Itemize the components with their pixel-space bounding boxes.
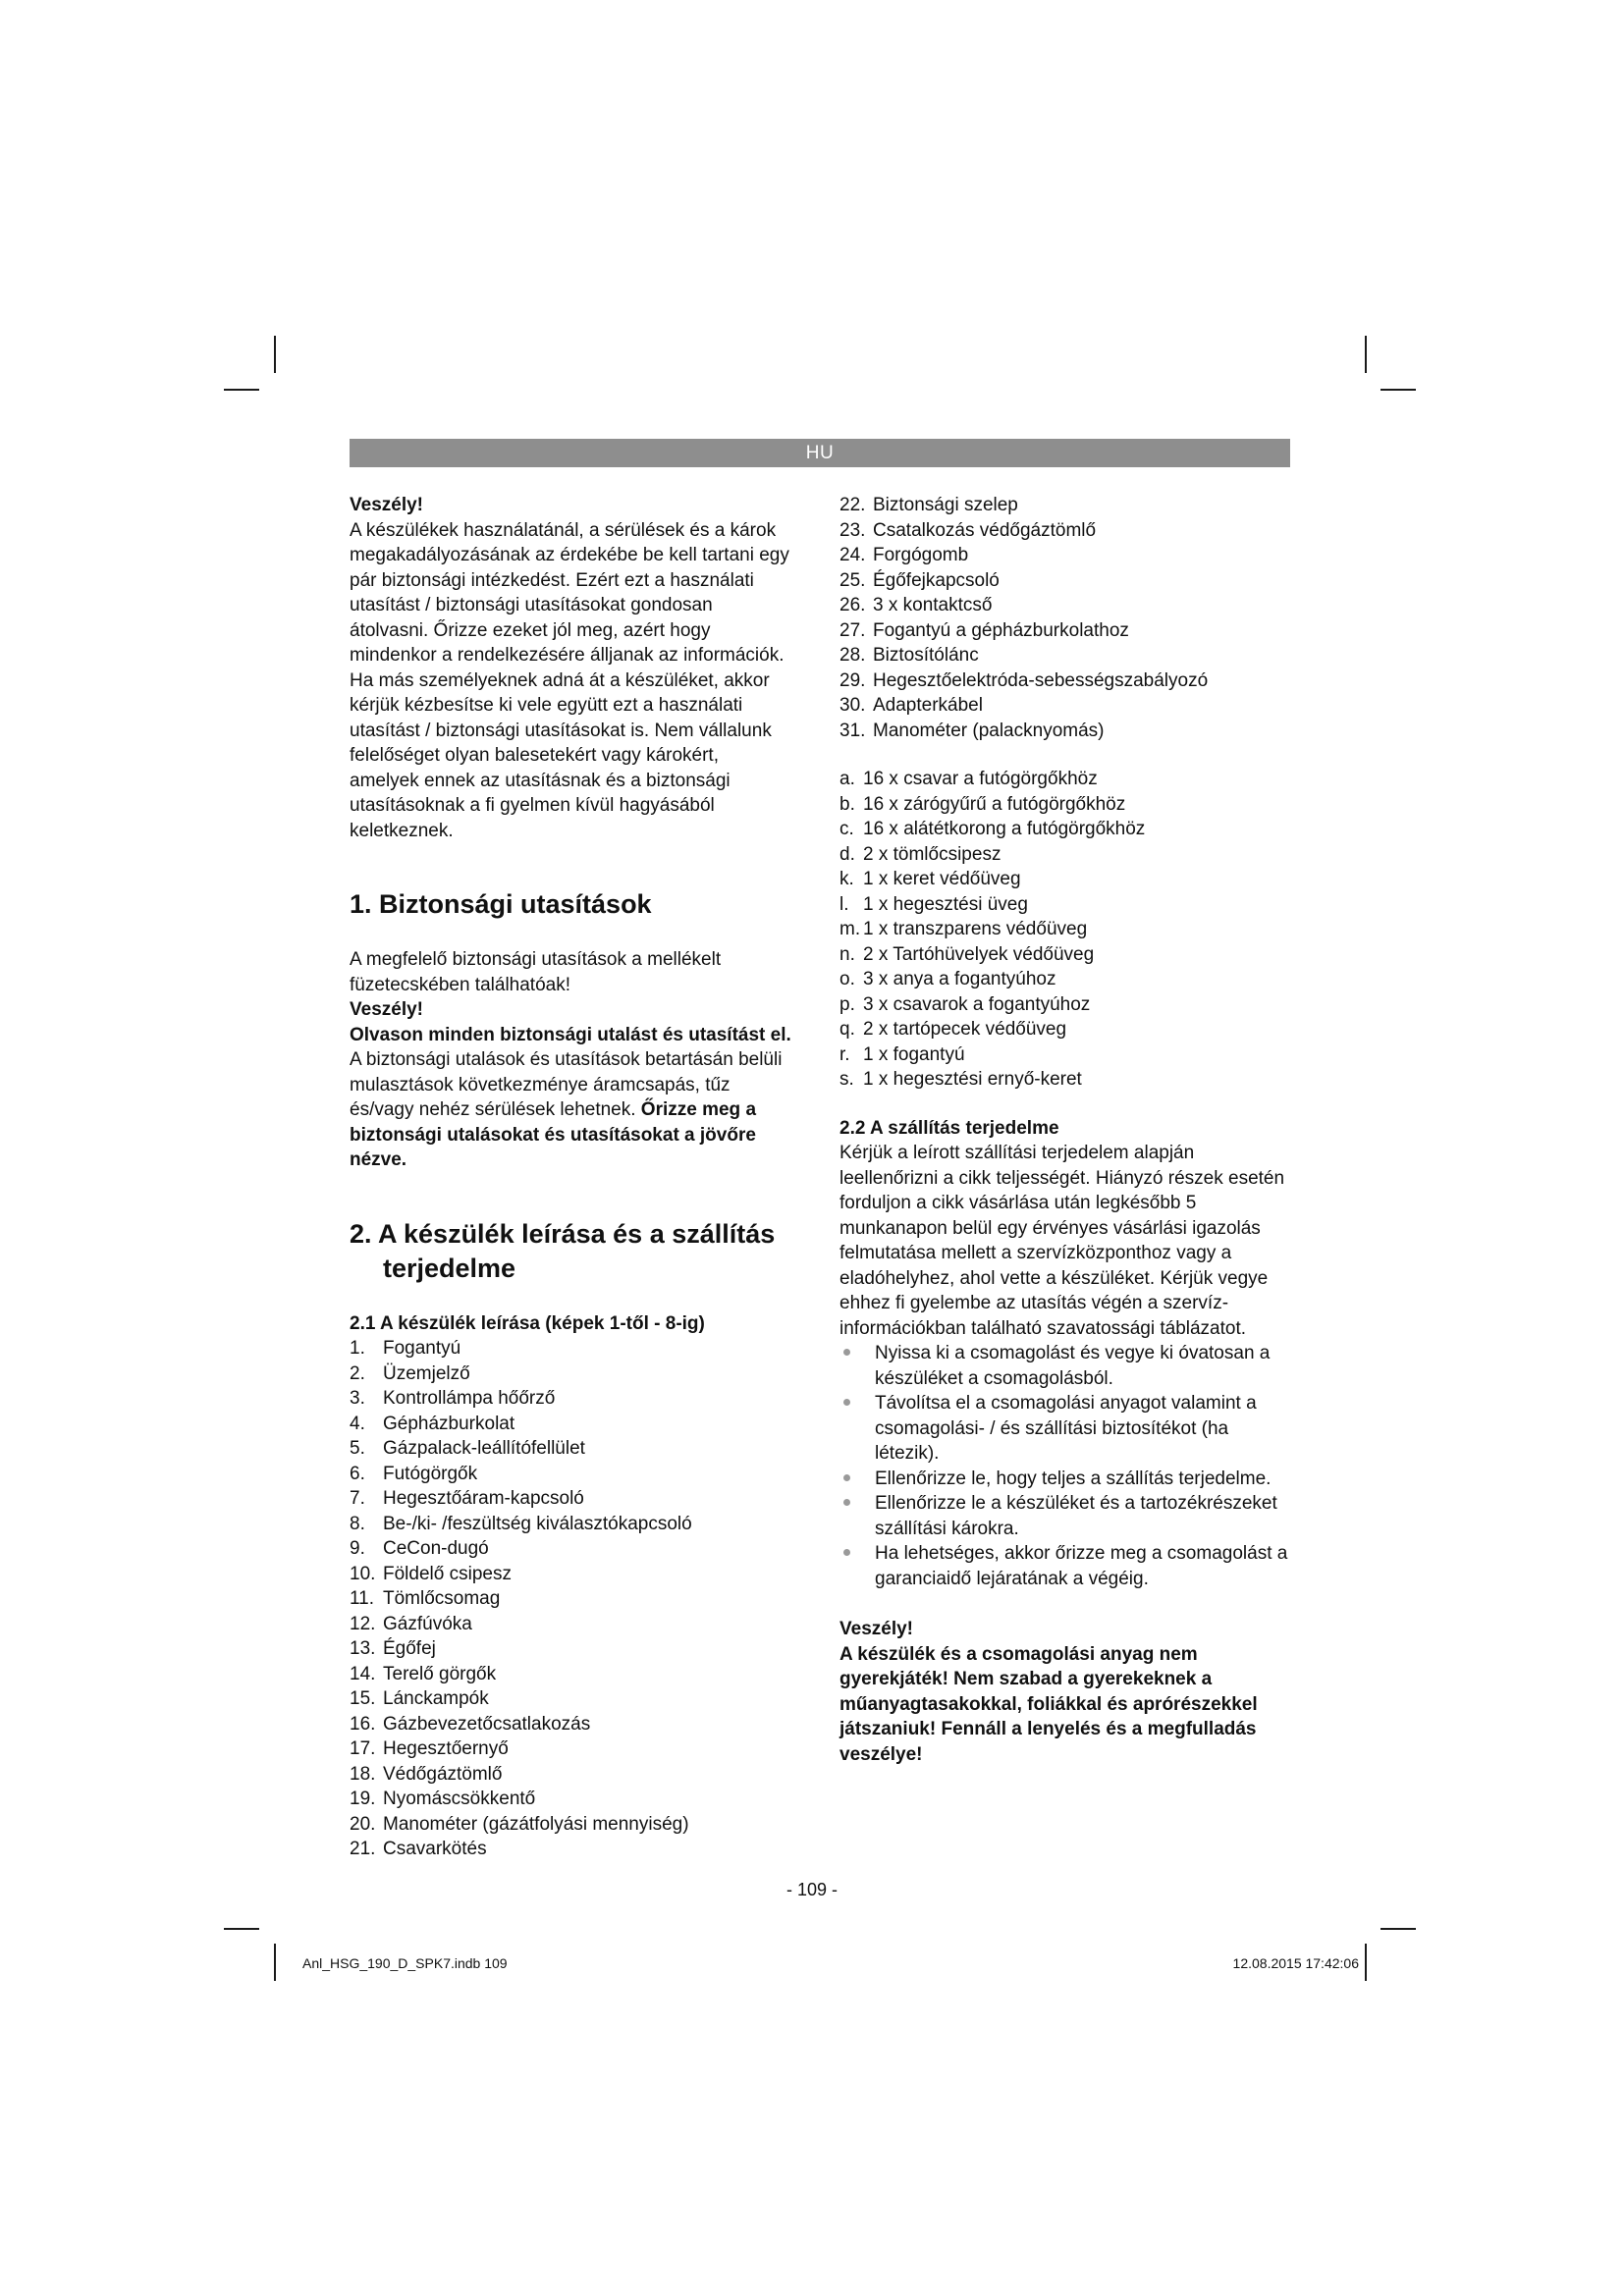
subsection-heading-description: 2.1 A készülék leírása (képek 1-től - 8-ig): [350, 1312, 705, 1334]
part-item-label: Tömlőcsomag: [383, 1588, 501, 1609]
accessory-item: [839, 867, 1291, 892]
delivery-text: Kérjük a leírott szállítási terjedelem alapján leellenőrizni a cikk teljességét. Hiányzó részek esetén forduljon a cikk vásárlása után legkésőbb 5 munkanapon belül egy érvényes vásárlási igazolás felmutatása mellett a szervízközponthoz vagy a eladóhelyhez, ahol vette a készüléket. Kérjük vegye ehhez fi gyelembe az utasítás végén a szervíz-információkban található szavatossági táblázatot.: [839, 1143, 1285, 1339]
part-item-number: 23.: [839, 519, 866, 541]
part-item-label: Biztonsági szelep: [873, 495, 1018, 515]
part-item-number: 16.: [350, 1713, 376, 1735]
accessory-item: [839, 767, 1291, 792]
part-item-number: 10.: [350, 1563, 376, 1584]
print-timestamp: 12.08.2015 17:42:06: [1232, 1955, 1359, 1971]
accessory-item-label: 16 x csavar a futógörgőkhöz: [863, 769, 1098, 789]
part-item-number: 29.: [839, 669, 866, 691]
part-item: [350, 1462, 793, 1487]
accessory-item-number: n.: [839, 943, 855, 965]
part-item: [839, 568, 1291, 594]
accessory-item-label: 1 x hegesztési ernyő-keret: [863, 1069, 1082, 1090]
accessories-list: [839, 767, 1291, 1093]
accessory-item-label: 3 x csavarok a fogantyúhoz: [863, 993, 1091, 1015]
part-item-label: Forgógomb: [873, 545, 969, 565]
part-item-label: Biztosítólánc: [873, 645, 979, 666]
warning-title: Veszély!: [350, 495, 423, 515]
part-item-number: 15.: [350, 1688, 376, 1709]
accessory-item-number: q.: [839, 1019, 855, 1040]
part-item: [839, 518, 1291, 544]
part-item: [839, 719, 1291, 744]
warning-title: Veszély!: [839, 1619, 913, 1639]
part-item: [350, 1612, 793, 1637]
accessory-item: [839, 992, 1291, 1018]
part-item: [350, 1512, 793, 1537]
part-item: [839, 593, 1291, 618]
checklist-item: Távolítsa el a csomagolási anyagot valamint a csomagolási- / és szállítási biztosítékot (ha létezik).: [839, 1391, 1291, 1467]
accessory-item-number: c.: [839, 819, 854, 839]
part-item-label: Égőfej: [383, 1638, 436, 1659]
parts-list: [350, 1336, 793, 1862]
section-heading-description: 2. A készülék leírása és a szállítás terjedelme: [350, 1218, 776, 1283]
part-item-number: 8.: [350, 1513, 365, 1534]
part-item: [350, 1636, 793, 1662]
part-item: [839, 493, 1291, 518]
part-item-label: Kontrollámpa hőőrző: [383, 1388, 556, 1409]
accessory-item: [839, 942, 1291, 968]
part-item-number: 5.: [350, 1438, 365, 1459]
part-item-label: Fogantyú a gépházburkolathoz: [873, 619, 1129, 641]
part-item: [839, 693, 1291, 719]
part-item-label: Földelő csipesz: [383, 1563, 512, 1584]
part-item-label: Fogantyú: [383, 1338, 461, 1359]
part-item-number: 6.: [350, 1463, 365, 1484]
part-item-number: 20.: [350, 1813, 376, 1835]
subsection-heading-delivery: 2.2 A szállítás terjedelme: [839, 1117, 1059, 1139]
part-item-number: 21.: [350, 1839, 376, 1859]
accessory-item-number: o.: [839, 969, 855, 989]
accessory-item-number: r.: [839, 1043, 850, 1065]
part-item: [350, 1762, 793, 1788]
part-item-label: Gépházburkolat: [383, 1413, 515, 1434]
part-item: [350, 1712, 793, 1737]
accessory-item: [839, 1017, 1291, 1042]
part-item-label: Manométer (gázátfolyási mennyiség): [383, 1813, 689, 1835]
accessory-item-label: 16 x alátétkorong a futógörgőkhöz: [863, 819, 1146, 839]
part-item-number: 14.: [350, 1663, 376, 1684]
right-column: [839, 493, 1291, 1767]
accessory-item-label: 1 x hegesztési üveg: [863, 893, 1028, 915]
part-item-number: 4.: [350, 1413, 365, 1434]
accessory-item-label: 16 x zárógyűrű a futógörgőkhöz: [863, 793, 1126, 815]
part-item-number: 17.: [350, 1738, 376, 1759]
part-item-number: 9.: [350, 1538, 365, 1559]
accessory-item-label: 2 x tömlőcsipesz: [863, 843, 1001, 865]
checklist-item: Nyissa ki a csomagolást és vegye ki óvatosan a készüléket a csomagolásból.: [839, 1341, 1291, 1391]
accessory-item: [839, 1067, 1291, 1093]
part-item-number: 30.: [839, 695, 866, 716]
accessory-item-label: 1 x transzparens védőüveg: [863, 919, 1088, 939]
accessory-item: [839, 892, 1291, 918]
part-item-label: Futógörgők: [383, 1463, 478, 1484]
part-item: [350, 1386, 793, 1412]
accessory-item: [839, 1042, 1291, 1068]
accessory-item: [839, 917, 1291, 942]
part-item: [350, 1586, 793, 1612]
accessory-item-label: 3 x anya a fogantyúhoz: [863, 969, 1056, 989]
part-item-label: Üzemjelző: [383, 1362, 470, 1384]
part-item: [350, 1837, 793, 1862]
accessory-item: [839, 967, 1291, 992]
part-item: [350, 1412, 793, 1437]
part-item-number: 18.: [350, 1763, 376, 1785]
crop-mark: [224, 1928, 259, 1930]
checklist-item: Ha lehetséges, akkor őrizze meg a csomagolást a garanciaidő lejáratának a végéig.: [839, 1541, 1291, 1591]
part-item: [350, 1662, 793, 1687]
warning-text: A készülékek használatánál, a sérülések és a károk megakadályozásának az érdekébe be kell tartani egy pár biztonsági intézkedést. Ezért ezt a használati utasítást / biztonsági utasításokat gondosan átolvasni. Őrizze ezeket jól meg, azért hogy mindenkor a rendelkezésére álljanak az információk. Ha más személyeknek adná át a készüléket, akkor kérjük kézbesítse ki vele együtt ezt a használati utasítást / biztonsági utasításokat is. Nem vállalunk felelőséget olyan balesetekért vagy károkért, amelyek ennek az utasításnak és a biztonsági utasításoknak a fi gyelmen kívül hagyásából keletkeznek.: [350, 519, 789, 841]
checklist-item: Ellenőrizze le a készüléket és a tartozékrészeket szállítási károkra.: [839, 1491, 1291, 1541]
accessory-item-number: b.: [839, 793, 855, 815]
crop-mark: [224, 389, 259, 391]
crop-mark: [274, 336, 276, 373]
crop-mark: [1365, 1944, 1367, 1981]
part-item-number: 2.: [350, 1362, 365, 1384]
part-item-number: 24.: [839, 545, 866, 565]
part-item-number: 7.: [350, 1488, 365, 1509]
part-item-number: 12.: [350, 1613, 376, 1634]
part-item: [350, 1812, 793, 1838]
part-item: [350, 1486, 793, 1512]
accessory-item-label: 1 x fogantyú: [863, 1043, 965, 1065]
part-item-number: 25.: [839, 569, 866, 591]
crop-mark: [1365, 336, 1367, 373]
accessory-item-label: 2 x Tartóhüvelyek védőüveg: [863, 943, 1095, 965]
safety-warning-bold: Olvason minden biztonsági utalást és utasítást el.: [350, 1024, 791, 1045]
accessory-item-number: d.: [839, 843, 855, 865]
part-item: [350, 1336, 793, 1362]
part-item-label: Hegesztőelektróda-sebességszabályozó: [873, 669, 1209, 691]
part-item-label: Hegesztőáram-kapcsoló: [383, 1488, 584, 1509]
part-item-label: CeCon-dugó: [383, 1538, 489, 1559]
part-item-label: Hegesztőernyő: [383, 1738, 509, 1759]
accessory-item-number: m.: [839, 919, 861, 939]
accessory-item-number: a.: [839, 769, 855, 789]
part-item-label: Égőfejkapcsoló: [873, 569, 1000, 591]
part-item: [350, 1562, 793, 1587]
section-heading-safety: 1. Biztonsági utasítások: [350, 889, 652, 919]
part-item: [350, 1787, 793, 1812]
safety-text: A megfelelő biztonsági utasítások a mellékelt füzetecskében találhatóak!: [350, 949, 722, 995]
part-item: [839, 618, 1291, 644]
part-item-label: Nyomáscsökkentő: [383, 1789, 536, 1809]
warning-title: Veszély!: [350, 999, 423, 1020]
accessory-item-label: 1 x keret védőüveg: [863, 869, 1021, 889]
accessory-item: [839, 817, 1291, 842]
part-item-label: Csatalkozás védőgáztömlő: [873, 519, 1097, 541]
crop-mark: [274, 1944, 276, 1981]
part-item-label: Manométer (palacknyomás): [873, 720, 1105, 741]
part-item-label: Adapterkábel: [873, 695, 983, 716]
part-item-number: 26.: [839, 595, 866, 615]
part-item-number: 22.: [839, 495, 866, 515]
part-item-number: 3.: [350, 1388, 365, 1409]
safety-warning-text: [350, 1023, 793, 1173]
language-header-bar: HU: [350, 439, 1290, 467]
accessory-item-label: 2 x tartópecek védőüveg: [863, 1019, 1067, 1040]
part-item: [350, 1436, 793, 1462]
part-item-number: 28.: [839, 645, 866, 666]
page-number: - 109 -: [785, 1880, 839, 1899]
part-item: [839, 643, 1291, 668]
part-item-label: Gázbevezetőcsatlakozás: [383, 1713, 591, 1735]
part-item-label: Terelő görgők: [383, 1663, 497, 1684]
part-item-number: 31.: [839, 720, 866, 741]
part-item-label: 3 x kontaktcső: [873, 595, 993, 615]
accessory-item-number: p.: [839, 993, 855, 1015]
part-item: [839, 668, 1291, 694]
part-item-number: 11.: [350, 1588, 375, 1609]
part-item-label: Gázfúvóka: [383, 1613, 472, 1634]
part-item-number: 27.: [839, 619, 866, 641]
accessory-item-number: k.: [839, 869, 854, 889]
part-item: [350, 1536, 793, 1562]
safety-warning-bold: Őrizze meg a biztonsági utalásokat és utasításokat a jövőre nézve.: [350, 1099, 757, 1170]
checklist-item: Ellenőrizze le, hogy teljes a szállítás terjedelme.: [839, 1467, 1291, 1492]
part-item-label: Be-/ki- /feszültség kiválasztókapcsoló: [383, 1513, 692, 1534]
part-item: [839, 543, 1291, 568]
part-item-label: Védőgáztömlő: [383, 1763, 503, 1785]
part-item: [350, 1736, 793, 1762]
crop-mark: [1380, 389, 1416, 391]
delivery-checklist: [839, 1341, 1291, 1591]
part-item: [350, 1686, 793, 1712]
part-item-number: 13.: [350, 1638, 376, 1659]
accessory-item-number: l.: [839, 893, 849, 915]
accessory-item: [839, 792, 1291, 818]
file-slug: Anl_HSG_190_D_SPK7.indb 109: [302, 1955, 508, 1971]
part-item: [350, 1362, 793, 1387]
crop-mark: [1380, 1928, 1416, 1930]
part-item-label: Csavarkötés: [383, 1839, 487, 1859]
accessory-item: [839, 842, 1291, 868]
part-item-number: 19.: [350, 1789, 376, 1809]
part-item-label: Gázpalack-leállítófellület: [383, 1438, 585, 1459]
left-column: [350, 493, 793, 1862]
part-item-label: Lánckampók: [383, 1688, 489, 1709]
parts-list-continued: [839, 493, 1291, 743]
safety-warning-body: A biztonsági utalások és utasítások betartásán belüli mulasztások következménye áramcsapás, tűz és/vagy nehéz sérülések lehetnek.: [350, 1049, 783, 1120]
part-item-number: 1.: [350, 1338, 365, 1359]
packaging-warning-text: A készülék és a csomagolási anyag nem gyerekjáték! Nem szabad a gyerekeknek a műanyagtasakokkal, foliákkal és aprórészekkel játszaniuk! Fennáll a lenyelés és a megfulladás veszélye!: [839, 1643, 1258, 1765]
accessory-item-number: s.: [839, 1069, 854, 1090]
